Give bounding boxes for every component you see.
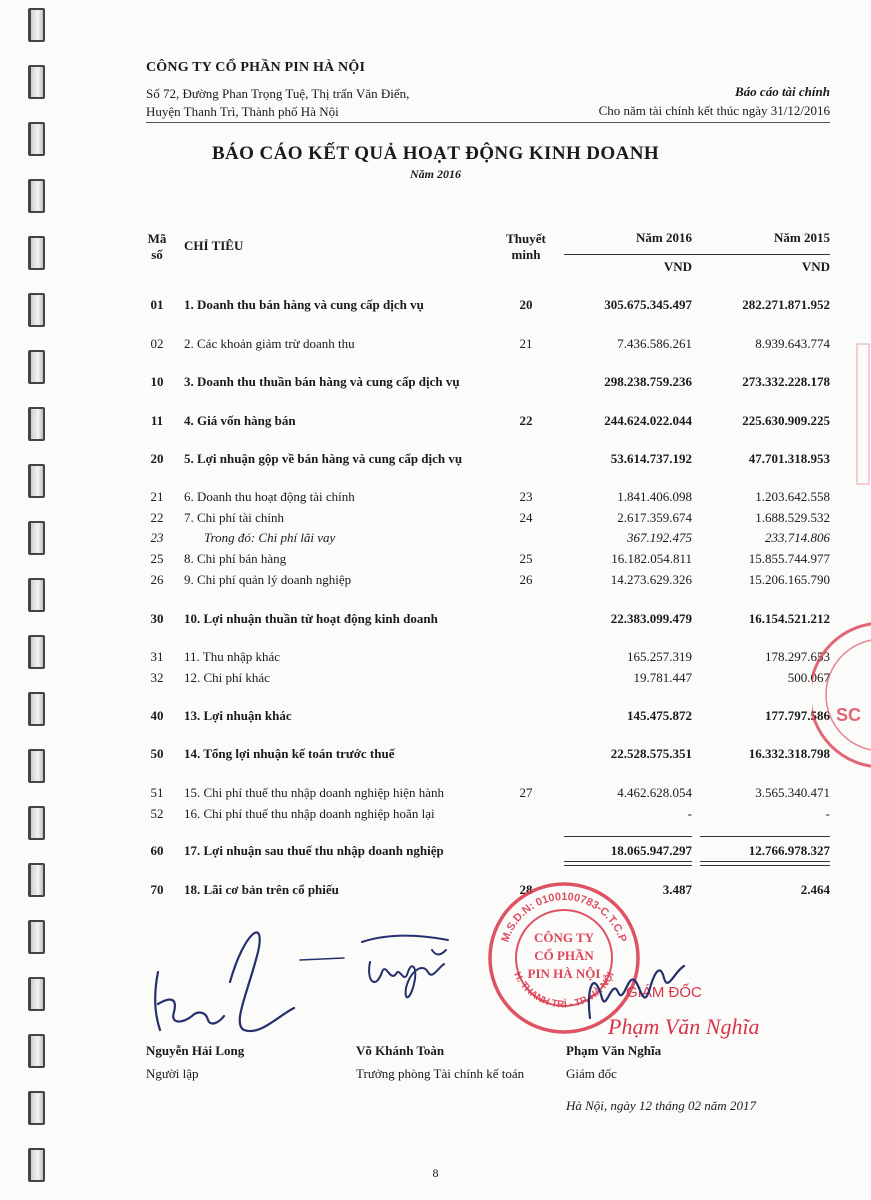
report-type: Báo cáo tài chính	[735, 84, 830, 99]
row-note: 27	[519, 785, 533, 800]
table-row	[146, 510, 830, 528]
company-name: CÔNG TY CỔ PHẦN PIN HÀ NỘI	[146, 60, 366, 75]
binding-ring	[28, 920, 45, 954]
side-stamp-fragment	[854, 340, 871, 490]
seal-ring-top-text: M.S.D.N: 0100100783-C.T.C.P	[499, 890, 629, 944]
row-code: 02	[150, 336, 164, 351]
table-row	[146, 551, 830, 569]
row-label: 16. Chi phí thuế thu nhập doanh nghiệp hoãn lại	[184, 806, 435, 821]
table-row	[146, 611, 830, 629]
row-value-2015: 15.855.744.977	[748, 551, 830, 566]
row-label: 13. Lợi nhuận khác	[184, 708, 292, 723]
page-subtitle: Năm 2016	[410, 167, 461, 181]
col-header-note	[498, 231, 554, 263]
signature-preparer	[148, 912, 348, 1042]
row-note: 21	[519, 336, 533, 351]
total-rule-bottom-2016	[564, 861, 692, 866]
row-code: 11	[150, 413, 164, 428]
row-label: 2. Các khoản giảm trừ doanh thu	[184, 336, 355, 351]
row-value-2015: 16.154.521.212	[748, 611, 830, 626]
director-name-stamp: Phạm Văn Nghĩa	[608, 1014, 760, 1039]
row-value-2016: 367.192.475	[627, 530, 692, 545]
row-value-2016: 53.614.737.192	[610, 451, 692, 466]
signature-director	[582, 948, 692, 1028]
col-header-rule	[564, 254, 830, 255]
binding-ring	[28, 749, 45, 783]
row-label: 12. Chi phí khác	[184, 670, 270, 685]
table-row	[146, 572, 830, 590]
total-rule-bottom-2015	[700, 861, 830, 866]
binding-ring	[28, 521, 45, 555]
table-row	[146, 708, 830, 726]
table-row	[146, 489, 830, 507]
binding-ring	[28, 1034, 45, 1068]
binding-ring	[28, 350, 45, 384]
row-note: 24	[519, 510, 533, 525]
address-line-2: Huyện Thanh Trì, Thành phố Hà Nội	[146, 104, 339, 119]
binding-ring	[28, 8, 45, 42]
col-header-2015: Năm 2015	[774, 230, 830, 245]
row-label: 11. Thu nhập khác	[184, 649, 281, 664]
preparer-name: Nguyễn Hải Long	[146, 1043, 245, 1058]
row-value-2016: 14.273.629.326	[610, 572, 692, 587]
row-value-2015: 225.630.909.225	[742, 413, 830, 428]
binding-ring	[28, 635, 45, 669]
row-label: 5. Lợi nhuận gộp về bán hàng và cung cấp dịch vụ	[184, 451, 463, 466]
col-header-code-line2: số	[151, 247, 163, 262]
row-code: 30	[150, 611, 164, 626]
row-value-2016: 18.065.947.297	[610, 843, 692, 858]
page-title: BÁO CÁO KẾT QUẢ HOẠT ĐỘNG KINH DOANH	[211, 143, 660, 164]
table-row	[146, 336, 830, 354]
row-value-2016: 2.617.359.674	[617, 510, 692, 525]
row-code: 26	[150, 572, 164, 587]
preparer-role: Người lập	[146, 1066, 199, 1081]
row-value-2016: 19.781.447	[633, 670, 692, 685]
report-date: Hà Nội, ngày 12 tháng 02 năm 2017	[566, 1098, 756, 1113]
binding-ring	[28, 578, 45, 612]
row-value-2016: 22.528.575.351	[610, 746, 692, 761]
col-header-currency-2016: VND	[663, 259, 692, 274]
row-label: 10. Lợi nhuận thuần từ hoạt động kinh doanh	[184, 611, 438, 626]
row-code: 21	[150, 489, 164, 504]
seal-ring-bottom-text: H. THANH TRÌ - TP. HÀ NỘI	[511, 970, 617, 1011]
table-row	[146, 843, 830, 861]
row-code: 60	[150, 843, 164, 858]
auditor-stamp-fragment	[812, 615, 871, 775]
binding-ring	[28, 1091, 45, 1125]
row-note: 25	[519, 551, 533, 566]
binding-ring	[28, 179, 45, 213]
col-header-code	[146, 231, 168, 263]
binding-ring	[28, 293, 45, 327]
row-value-2015: 233.714.806	[765, 530, 830, 545]
row-value-2015: 3.565.340.471	[755, 785, 830, 800]
binding-ring	[28, 65, 45, 99]
page-number: 8	[432, 1166, 439, 1180]
row-code: 52	[150, 806, 164, 821]
table-row	[146, 649, 830, 667]
row-value-2015: 15.206.165.790	[748, 572, 830, 587]
row-value-2016: 4.462.628.054	[617, 785, 692, 800]
row-value-2016: -	[687, 806, 692, 821]
row-label: 15. Chi phí thuế thu nhập doanh nghiệp hiện hành	[184, 785, 444, 800]
table-row	[146, 530, 830, 548]
row-label: 17. Lợi nhuận sau thuế thu nhập doanh nghiệp	[184, 843, 444, 858]
row-value-2016: 3.487	[662, 882, 692, 897]
row-label: 18. Lãi cơ bản trên cổ phiếu	[184, 882, 339, 897]
table-row	[146, 670, 830, 688]
row-value-2015: 2.464	[800, 882, 830, 897]
row-value-2015: 500.067	[787, 670, 830, 685]
col-header-item: CHỈ TIÊU	[184, 238, 244, 253]
row-value-2015: 1.203.642.558	[755, 489, 830, 504]
row-value-2016: 16.182.054.811	[611, 551, 692, 566]
table-row	[146, 785, 830, 803]
col-header-2016: Năm 2016	[636, 230, 692, 245]
row-code: 40	[150, 708, 164, 723]
binding-ring	[28, 863, 45, 897]
signature-chief-accountant	[356, 928, 466, 1008]
table-row	[146, 413, 830, 431]
row-value-2015: 282.271.871.952	[742, 297, 830, 312]
row-value-2015: 177.797.586	[765, 708, 830, 723]
row-value-2016: 165.257.319	[627, 649, 692, 664]
table-row	[146, 374, 830, 392]
row-code: 25	[150, 551, 164, 566]
row-note: 28	[519, 882, 533, 897]
director-role: Giám đốc	[566, 1066, 617, 1081]
row-label: 6. Doanh thu hoạt động tài chính	[184, 489, 355, 504]
seal-line-1: CÔNG TY	[533, 930, 595, 945]
row-value-2015: 16.332.318.798	[748, 746, 830, 761]
row-code: 51	[150, 785, 164, 800]
svg-text:SC: SC	[836, 705, 862, 725]
row-value-2016: 305.675.345.497	[604, 297, 692, 312]
row-note: 22	[519, 413, 533, 428]
row-value-2016: 1.841.406.098	[617, 489, 692, 504]
total-rule-top-2016	[564, 836, 692, 837]
row-value-2015: 273.332.228.178	[742, 374, 830, 389]
chief-accountant-role: Trưởng phòng Tài chính kế toán	[356, 1066, 525, 1081]
row-value-2015: 47.701.318.953	[748, 451, 830, 466]
row-code: 32	[150, 670, 164, 685]
binding-ring	[28, 977, 45, 1011]
row-label: 8. Chi phí bán hàng	[184, 551, 287, 566]
row-code: 22	[150, 510, 164, 525]
seal-line-2: CỔ PHẦN	[534, 948, 594, 963]
row-label: 1. Doanh thu bán hàng và cung cấp dịch vụ	[184, 297, 424, 312]
row-value-2016: 298.238.759.236	[604, 374, 692, 389]
address-line-1: Số 72, Đường Phan Trọng Tuệ, Thị trấn Văn Điển,	[146, 86, 410, 101]
col-header-code-line1: Mã	[147, 231, 167, 246]
col-header-note-line1: Thuyết	[506, 231, 546, 246]
row-value-2016: 244.624.022.044	[604, 413, 692, 428]
row-value-2015: 178.297.653	[765, 649, 830, 664]
row-label: Trong đó: Chi phí lãi vay	[204, 530, 336, 545]
row-label: 4. Giá vốn hàng bán	[184, 413, 296, 428]
row-code: 50	[150, 746, 164, 761]
row-label: 14. Tổng lợi nhuận kế toán trước thuế	[184, 746, 395, 761]
binding-ring	[28, 692, 45, 726]
row-code: 23	[150, 530, 164, 545]
row-value-2015: 1.688.529.532	[755, 510, 830, 525]
table-row	[146, 451, 830, 469]
director-name: Phạm Văn Nghĩa	[566, 1043, 662, 1058]
row-value-2016: 22.383.099.479	[610, 611, 692, 626]
row-label: 9. Chi phí quản lý doanh nghiệp	[184, 572, 352, 587]
report-period: Cho năm tài chính kết thúc ngày 31/12/2016	[598, 103, 830, 118]
row-value-2015: 8.939.643.774	[755, 336, 830, 351]
row-value-2016: 7.436.586.261	[617, 336, 692, 351]
row-code: 70	[150, 882, 164, 897]
row-note: 23	[519, 489, 533, 504]
binding-ring	[28, 407, 45, 441]
row-label: 7. Chi phí tài chính	[184, 510, 285, 525]
table-row	[146, 746, 830, 764]
seal-line-3: PIN HÀ NỘI	[527, 966, 601, 981]
row-value-2016: 145.475.872	[627, 708, 692, 723]
binding-ring	[28, 806, 45, 840]
director-title-stamp: GIÁM ĐỐC	[626, 984, 702, 1001]
binding-ring	[28, 464, 45, 498]
table-row	[146, 806, 830, 824]
row-code: 20	[150, 451, 164, 466]
table-row	[146, 297, 830, 315]
row-note: 20	[519, 297, 533, 312]
row-code: 31	[150, 649, 164, 664]
row-note: 26	[519, 572, 533, 587]
row-value-2015: -	[825, 806, 830, 821]
chief-accountant-name: Võ Khánh Toàn	[356, 1043, 445, 1058]
row-code: 01	[150, 297, 164, 312]
binding-ring	[28, 236, 45, 270]
total-rule-top-2015	[700, 836, 830, 837]
col-header-note-line2: minh	[511, 247, 541, 262]
row-label: 3. Doanh thu thuần bán hàng và cung cấp dịch vụ	[184, 374, 460, 389]
row-code: 10	[150, 374, 164, 389]
row-value-2015: 12.766.978.327	[748, 843, 830, 858]
header-divider	[146, 122, 830, 123]
col-header-currency-2015: VND	[801, 259, 830, 274]
